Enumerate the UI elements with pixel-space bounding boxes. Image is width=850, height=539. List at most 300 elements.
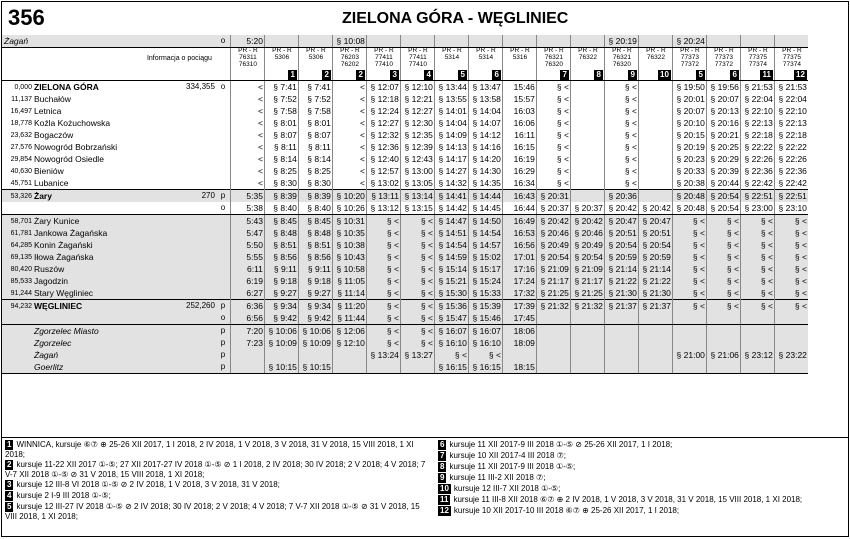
time-cell: § 10:06 <box>264 325 298 338</box>
time-cell: § < <box>706 239 740 251</box>
km-cell: 27,576 <box>10 143 32 151</box>
time-cell <box>740 325 774 338</box>
outbound-row <box>2 325 808 338</box>
time-cell: § 20:42 <box>570 215 604 228</box>
time-cell <box>638 337 672 349</box>
train-header <box>434 48 468 69</box>
time-cell: § 8:45 <box>298 215 332 228</box>
time-cell: § 8:25 <box>264 165 298 177</box>
footnote-ref <box>672 68 706 81</box>
train-category: PR - R <box>714 47 734 54</box>
train-header-row <box>2 48 808 69</box>
time-cell: § 9:27 <box>264 287 298 300</box>
time-cell: § 20:24 <box>672 35 706 48</box>
time-cell: § < <box>706 275 740 287</box>
time-cell: § 14:04 <box>468 105 502 117</box>
km-cell: 61,781 <box>2 227 33 239</box>
time-cell: § < <box>774 227 808 239</box>
time-cell <box>774 325 808 338</box>
footnote-number-badge: 2 <box>324 70 329 80</box>
time-cell: § 22:13 <box>774 117 808 129</box>
time-cell: § 12:27 <box>366 117 400 129</box>
time-cell: § 10:15 <box>298 361 332 374</box>
stop-row <box>2 105 808 117</box>
train-number: 76320 <box>612 60 631 68</box>
footnote-number-badge: 7 <box>440 451 445 460</box>
time-cell <box>400 361 434 374</box>
time-cell: 17:32 <box>502 287 536 300</box>
time-cell: § 21:32 <box>570 300 604 313</box>
train-number: 76321 <box>612 53 631 61</box>
time-cell: § 20:36 <box>604 190 638 203</box>
time-cell: § 12:36 <box>366 141 400 153</box>
train-number: 76321 <box>544 53 563 61</box>
time-cell: § 22:18 <box>740 129 774 141</box>
time-cell <box>570 312 604 325</box>
station-name: Zgorzelec <box>33 337 185 349</box>
station-name: Jagodzin <box>33 275 185 287</box>
train-header <box>536 48 570 69</box>
time-cell: § 12:40 <box>366 153 400 165</box>
time-cell <box>706 361 740 374</box>
train-category: PR - R <box>578 47 598 54</box>
time-cell <box>264 349 298 361</box>
time-cell: 16:53 <box>502 227 536 239</box>
time-cell <box>604 361 638 374</box>
train-header <box>638 48 672 69</box>
time-cell: < <box>230 81 264 94</box>
time-cell <box>740 312 774 325</box>
time-cell: § 20:48 <box>672 202 706 215</box>
time-cell: < <box>230 105 264 117</box>
arr-dep-mark <box>216 105 231 117</box>
stop-row <box>2 81 808 94</box>
footnotes <box>2 437 848 537</box>
time-cell: § < <box>740 215 774 228</box>
footnote-number-badge: 6 <box>494 70 499 80</box>
time-cell <box>570 165 604 177</box>
time-cell <box>604 337 638 349</box>
time-cell <box>638 35 672 48</box>
footnote-text: kursuje 11 III-2 XII 2018 ⑦; <box>449 473 546 482</box>
time-cell: § < <box>366 287 400 300</box>
time-cell: 5:50 <box>230 239 264 251</box>
connection-cell <box>185 287 216 300</box>
time-cell: 18:09 <box>502 337 536 349</box>
time-cell <box>570 35 604 48</box>
title-row <box>2 2 848 35</box>
station-name <box>33 202 185 215</box>
time-cell: § < <box>536 129 570 141</box>
footnote-number-badge: 2 <box>7 460 12 470</box>
connection-cell <box>185 312 216 325</box>
time-cell: § 13:58 <box>468 93 502 105</box>
footnote <box>5 460 431 479</box>
time-cell: § 12:10 <box>400 81 434 94</box>
time-cell: § 14:32 <box>434 177 468 190</box>
time-cell: § < <box>706 300 740 313</box>
time-cell: § < <box>740 239 774 251</box>
time-cell: § < <box>672 275 706 287</box>
time-cell: < <box>230 177 264 190</box>
train-header <box>706 48 740 69</box>
time-cell: § 21:14 <box>604 263 638 275</box>
connection-cell <box>185 177 216 190</box>
time-cell: § 22:22 <box>774 141 808 153</box>
arr-dep-mark <box>216 215 231 228</box>
footnote-number-badge: 9 <box>440 473 445 482</box>
time-cell <box>638 312 672 325</box>
km-cell: 53,326 <box>2 190 33 203</box>
time-cell: § 12:21 <box>400 93 434 105</box>
time-cell: § 15:21 <box>434 275 468 287</box>
time-cell: § 10:26 <box>332 202 366 215</box>
time-cell <box>672 337 706 349</box>
km-cell <box>2 312 33 325</box>
time-cell: § < <box>604 165 638 177</box>
footnote-ref <box>332 68 366 81</box>
train-number: 77410 <box>374 60 393 68</box>
footnote-number-badge: 6 <box>440 440 445 449</box>
km-cell: 64,285 <box>2 239 33 251</box>
footnote <box>438 473 846 483</box>
time-cell: § 14:16 <box>468 141 502 153</box>
time-cell: 6:19 <box>230 275 264 287</box>
time-cell: § 20:49 <box>570 239 604 251</box>
time-cell: § 20:39 <box>706 165 740 177</box>
time-cell: § 8:39 <box>298 190 332 203</box>
time-cell: § 21:25 <box>536 287 570 300</box>
time-cell <box>570 361 604 374</box>
time-cell: § < <box>672 227 706 239</box>
time-cell <box>570 129 604 141</box>
time-cell: § 8:07 <box>298 129 332 141</box>
time-cell <box>570 105 604 117</box>
station-name: Zgorzelec Miasto <box>33 325 185 338</box>
time-cell: § 14:45 <box>468 202 502 215</box>
time-cell: § 23:10 <box>774 202 808 215</box>
arr-dep-mark <box>216 129 231 141</box>
train-number: 5306 <box>274 53 290 61</box>
time-cell: § 20:23 <box>672 153 706 165</box>
km-cell <box>2 349 33 361</box>
time-cell <box>638 165 672 177</box>
time-cell: § 14:59 <box>434 251 468 263</box>
time-cell: § 13:12 <box>366 202 400 215</box>
time-cell: § 12:06 <box>332 325 366 338</box>
time-cell: § 16:10 <box>434 337 468 349</box>
train-number: 5314 <box>478 53 494 61</box>
time-cell: § 8:39 <box>264 190 298 203</box>
time-cell: 15:57 <box>502 93 536 105</box>
time-cell: § 14:57 <box>468 239 502 251</box>
time-cell: § 14:42 <box>434 202 468 215</box>
footnote-ref <box>536 68 570 81</box>
connection-cell: 252,260 <box>186 301 215 311</box>
station-name: Koźla Kożuchowska <box>34 118 111 129</box>
time-cell: 16:11 <box>502 129 536 141</box>
footnote <box>438 451 846 461</box>
footnote-number-badge: 5 <box>7 502 12 512</box>
time-cell <box>638 141 672 153</box>
time-cell: § 11:05 <box>332 275 366 287</box>
time-cell: § 14:07 <box>468 117 502 129</box>
time-cell: § < <box>706 227 740 239</box>
arr-dep-mark <box>216 251 231 263</box>
time-cell: § < <box>740 300 774 313</box>
km-cell: 94,232 <box>2 300 33 313</box>
time-cell: § 22:13 <box>740 117 774 129</box>
time-cell <box>298 349 332 361</box>
time-cell: § < <box>536 165 570 177</box>
time-cell: § 22:51 <box>740 190 774 203</box>
time-cell: § 8:51 <box>298 239 332 251</box>
connection-cell <box>185 117 216 129</box>
station-name: Żagań <box>33 349 185 361</box>
time-cell: § 20:48 <box>672 190 706 203</box>
time-cell <box>672 361 706 374</box>
footnote <box>438 440 846 450</box>
time-cell <box>570 190 604 203</box>
footnote-text: kursuje 2 I-9 III 2018 ①-⑤; <box>16 491 111 501</box>
time-cell: § 20:46 <box>570 227 604 239</box>
connection-cell: 270 <box>185 190 216 203</box>
time-cell: § 16:15 <box>434 361 468 374</box>
station-name: ZIELONA GÓRA <box>34 82 99 93</box>
time-cell: § 23:00 <box>740 202 774 215</box>
time-cell: § 14:54 <box>468 227 502 239</box>
time-cell: 5:43 <box>230 215 264 228</box>
stop-row <box>2 251 808 263</box>
time-cell: § 20:54 <box>706 190 740 203</box>
footnote-ref <box>570 68 604 81</box>
stop-row <box>2 165 808 177</box>
time-cell: § 21:22 <box>604 275 638 287</box>
time-cell: § 21:17 <box>536 275 570 287</box>
train-number: 5316 <box>512 53 528 61</box>
time-cell: § 8:01 <box>264 117 298 129</box>
time-cell: § 8:30 <box>264 177 298 190</box>
time-cell: § < <box>366 215 400 228</box>
train-category: PR - R <box>510 47 530 54</box>
km-cell: 18,778 <box>10 119 32 127</box>
station-name: Ruszów <box>33 263 185 275</box>
time-cell: § < <box>366 337 400 349</box>
time-cell: < <box>332 129 366 141</box>
time-cell: § 8:51 <box>264 239 298 251</box>
time-cell: § 14:01 <box>434 105 468 117</box>
footnote-number-badge: 10 <box>660 70 669 80</box>
footnote-text: kursuje 12 III-7 XII 2018 ①-⑤; <box>453 484 561 493</box>
outbound-row <box>2 337 808 349</box>
time-cell <box>672 325 706 338</box>
time-cell: § < <box>604 81 638 94</box>
time-cell: § 10:15 <box>264 361 298 374</box>
blank-cell <box>2 68 230 81</box>
time-cell: § 20:37 <box>570 202 604 215</box>
train-category: PR - R <box>782 47 802 54</box>
arr-dep-mark: p <box>216 349 231 361</box>
time-cell: § 20:19 <box>672 141 706 153</box>
train-category: PR - R <box>272 47 292 54</box>
time-cell: § 12:43 <box>400 153 434 165</box>
time-cell: § < <box>366 325 400 338</box>
time-cell: § 13:27 <box>400 349 434 361</box>
time-cell: § 20:42 <box>638 202 672 215</box>
time-cell: § 19:56 <box>706 81 740 94</box>
connection-cell <box>185 165 216 177</box>
time-cell: § < <box>366 227 400 239</box>
time-cell: § 21:09 <box>536 263 570 275</box>
time-cell: § < <box>400 263 434 275</box>
time-cell: § 20:07 <box>672 105 706 117</box>
time-cell: § 15:46 <box>468 312 502 325</box>
time-cell: § 21:25 <box>570 287 604 300</box>
time-cell: § 15:39 <box>468 300 502 313</box>
stop-row <box>2 215 808 228</box>
time-cell <box>570 117 604 129</box>
time-cell: 5:38 <box>230 202 264 215</box>
train-number: 77410 <box>408 60 427 68</box>
stop-row <box>2 117 808 129</box>
outbound-row <box>2 349 808 361</box>
time-cell: § 9:18 <box>264 275 298 287</box>
station-name: Nowogród Bobrzański <box>34 142 118 153</box>
time-cell: § < <box>706 215 740 228</box>
time-cell: § < <box>400 275 434 287</box>
stop-row <box>2 312 808 325</box>
footnotes-right <box>438 440 846 517</box>
time-cell: § 21:37 <box>604 300 638 313</box>
time-cell: § 21:37 <box>638 300 672 313</box>
time-cell <box>638 177 672 190</box>
time-cell: § 20:59 <box>604 251 638 263</box>
time-cell: § < <box>740 263 774 275</box>
time-cell: < <box>332 81 366 94</box>
station-name: Letnica <box>34 106 62 117</box>
time-cell: § 15:24 <box>468 275 502 287</box>
time-cell <box>570 325 604 338</box>
time-cell <box>570 81 604 94</box>
footnote-text: kursuje 11 XII 2017-9 III 2018 ①-⑤ ⊘ 25-26 XII 2017, 1 I 2018; <box>449 440 673 449</box>
time-cell: § < <box>774 251 808 263</box>
km-cell: 80,420 <box>2 263 33 275</box>
stop-row <box>2 190 808 203</box>
arr-dep-mark <box>216 117 231 129</box>
station-name: Goerlitz <box>33 361 185 374</box>
station-name: Żary <box>33 190 185 203</box>
time-cell: 16:03 <box>502 105 536 117</box>
train-header <box>298 48 332 69</box>
km-cell: 85,533 <box>2 275 33 287</box>
time-cell: § < <box>400 300 434 313</box>
time-cell: § 16:15 <box>468 361 502 374</box>
time-cell: § 20:10 <box>672 117 706 129</box>
timetable-grid <box>2 35 808 374</box>
time-cell: § 20:15 <box>672 129 706 141</box>
footnote-text: kursuje 11 XII 2017-9 III 2018 ①-⑤; <box>449 462 576 471</box>
time-cell: 16:49 <box>502 215 536 228</box>
time-cell: § < <box>774 263 808 275</box>
time-cell: § 20:54 <box>570 251 604 263</box>
stop-row <box>2 300 808 313</box>
train-header <box>400 48 434 69</box>
time-cell <box>774 337 808 349</box>
time-cell: § < <box>400 287 434 300</box>
train-number: 76322 <box>578 53 597 61</box>
train-number: 77373 <box>680 53 699 61</box>
time-cell: § 20:29 <box>706 153 740 165</box>
footnote <box>5 502 431 521</box>
time-cell: § 21:30 <box>638 287 672 300</box>
stop-row <box>2 275 808 287</box>
time-cell: § 8:48 <box>298 227 332 239</box>
time-cell: § < <box>536 153 570 165</box>
time-cell: § 21:53 <box>774 81 808 94</box>
time-cell: § 8:14 <box>264 153 298 165</box>
arr-dep-mark: p <box>216 300 231 313</box>
train-header <box>604 48 638 69</box>
time-cell: § 20:07 <box>706 93 740 105</box>
footnote-number-badge: 10 <box>440 484 449 493</box>
train-category: PR - R <box>442 47 462 54</box>
time-cell: § 8:14 <box>298 153 332 165</box>
time-cell: § 14:41 <box>434 190 468 203</box>
time-cell: § 9:27 <box>298 287 332 300</box>
arr-dep-mark <box>216 263 231 275</box>
time-cell: § 8:56 <box>264 251 298 263</box>
time-cell: § < <box>366 239 400 251</box>
time-cell: § 12:32 <box>366 129 400 141</box>
time-cell: § 20:31 <box>536 190 570 203</box>
km-cell: 58,701 <box>2 215 33 228</box>
time-cell: 16:06 <box>502 117 536 129</box>
time-cell: § < <box>672 263 706 275</box>
stop-row <box>2 177 808 190</box>
time-cell: § 22:10 <box>740 105 774 117</box>
time-cell: § 22:42 <box>774 177 808 190</box>
footnote <box>438 462 846 472</box>
time-cell: § 8:40 <box>298 202 332 215</box>
time-cell: § 22:04 <box>740 93 774 105</box>
time-cell: § 16:07 <box>468 325 502 338</box>
stop-row <box>2 227 808 239</box>
time-cell: § 12:07 <box>366 81 400 94</box>
station-name <box>33 312 185 325</box>
time-cell: § 8:11 <box>264 141 298 153</box>
time-cell: § < <box>366 312 400 325</box>
connection-cell <box>185 349 216 361</box>
info-label: Informacja o pociągu <box>2 48 230 69</box>
footnote-text: kursuje 11 III-8 XII 2018 ⑥⑦ ⊕ 2 IV 2018, 1 V 2018, 3 V 2018, 31 V 2018, 15 VIII 2018, 1 XI 2018; <box>453 495 803 504</box>
stop-row <box>2 202 808 215</box>
time-cell: § 10:31 <box>332 215 366 228</box>
time-cell: § < <box>604 105 638 117</box>
time-cell: § 8:07 <box>264 129 298 141</box>
time-cell <box>604 312 638 325</box>
time-cell: § < <box>672 300 706 313</box>
train-number: 77375 <box>782 53 801 61</box>
time-cell: § 22:04 <box>774 93 808 105</box>
connection-cell <box>185 337 216 349</box>
connection-cell: 334,355 <box>186 82 215 92</box>
time-cell: § < <box>672 239 706 251</box>
time-cell: § 14:44 <box>468 190 502 203</box>
train-number: 76320 <box>544 60 563 68</box>
train-header <box>468 48 502 69</box>
time-cell: § 13:15 <box>400 202 434 215</box>
time-cell: § < <box>366 263 400 275</box>
